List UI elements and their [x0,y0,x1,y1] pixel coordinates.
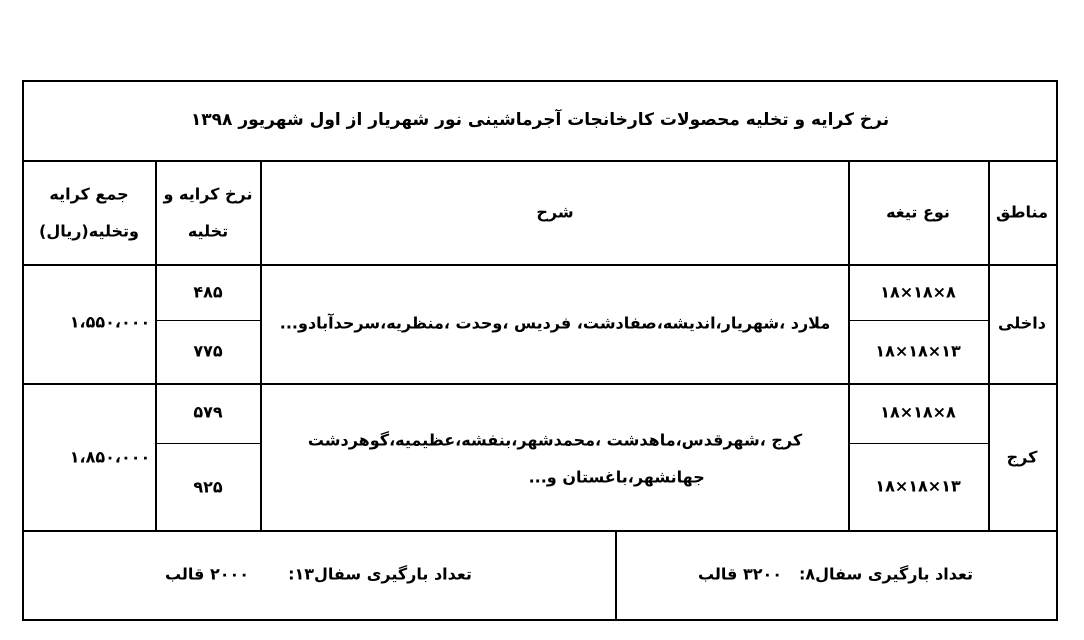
header-rate-line2: تخلیه [187,221,229,241]
load-13-label: تعداد بارگیری سفال۱۳: [288,564,472,584]
header-region: مناطق [996,202,1048,222]
region-cell: کرج [1006,447,1038,467]
rate-subdivider-2 [156,443,262,444]
blade-cell: ۸×۱۸×۱۸ [880,282,956,302]
row-divider [22,383,1058,385]
header-total-line1: جمع کرایه [49,184,129,204]
blade-subdivider-2 [850,443,990,444]
footer-divider [22,530,1058,532]
header-divider [22,264,1058,266]
rate-cell: ۷۷۵ [193,341,223,361]
blade-cell: ۱۳×۱۸×۱۸ [875,476,961,496]
col-divider-region [988,160,990,531]
col-divider-rate [155,160,157,531]
description-cell-line2: جهانشهر،باغستان و... [528,467,705,487]
blade-subdivider-1 [850,320,990,321]
load-13-value: ۲۰۰۰ قالب [164,564,250,584]
header-blade-type: نوع تیغه [886,202,950,222]
table-border-top [22,80,1058,82]
load-8-value: ۳۲۰۰ قالب [697,564,783,584]
rate-subdivider-1 [156,320,262,321]
blade-cell: ۱۳×۱۸×۱۸ [875,341,961,361]
rate-cell: ۹۲۵ [193,477,223,497]
title-divider [22,160,1058,162]
region-cell: داخلی [998,313,1046,333]
description-cell: کرج ،شهرقدس،ماهدشت ،محمدشهر،بنفشه،عظیمیه،گوهردشت [307,430,803,450]
page-title: نرخ کرایه و تخلیه محصولات کارخانجات آجرماشینی نور شهریار از اول شهریور ۱۳۹۸ [190,110,890,130]
total-cell: ۱،۸۵۰،۰۰۰ [69,447,151,467]
blade-cell: ۸×۱۸×۱۸ [880,402,956,422]
header-rate-line1: نرخ کرایه و [163,184,253,204]
rate-cell: ۵۷۹ [193,402,223,422]
table-border-bottom [22,619,1058,621]
header-description: شرح [536,202,574,222]
description-cell: ملارد ،شهریار،اندیشه،صفادشت، فردیس ،وحدت ،منظریه،سرحدآبادو... [279,313,831,333]
header-total-line2: وتخلیه(ریال) [39,221,139,241]
col-divider-blade [848,160,850,531]
rate-cell: ۴۸۵ [193,282,223,302]
col-divider-description [260,160,262,531]
load-8-label: تعداد بارگیری سفال۸: [798,564,974,584]
total-cell: ۱،۵۵۰،۰۰۰ [69,312,151,332]
footer-col-divider [615,530,617,621]
